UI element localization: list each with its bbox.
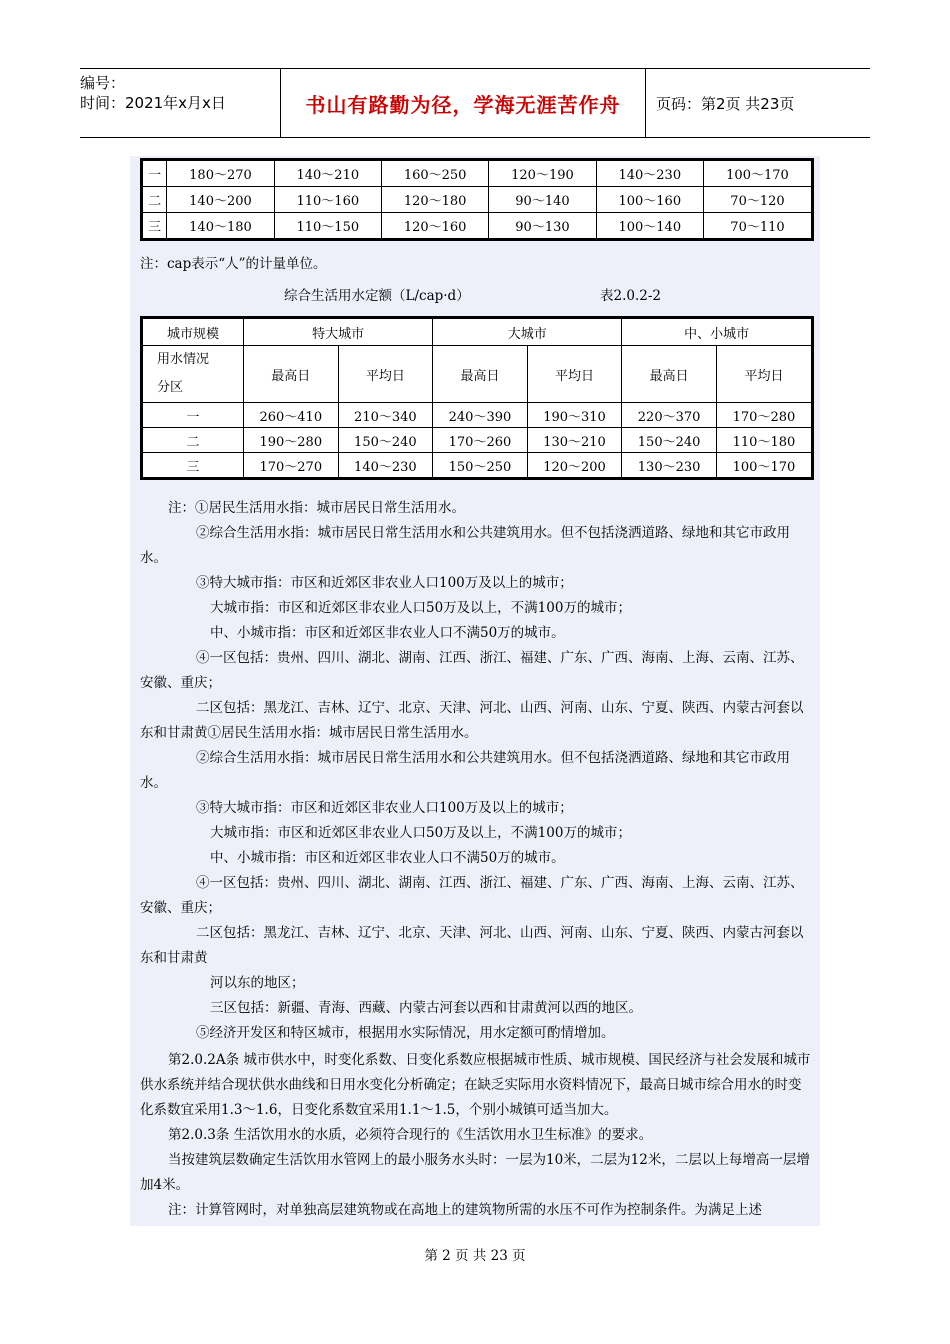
value-cell: 140～180 — [167, 213, 274, 240]
page-header — [80, 68, 870, 138]
note-line: 三区包括：新疆、青海、西藏、内蒙古河套以西和甘肃黄河以西的地区。 — [210, 1000, 642, 1016]
value-cell: 140～210 — [274, 160, 381, 187]
value-cell: 90～140 — [489, 187, 596, 213]
table-subheader-row — [142, 346, 813, 403]
page-footer: 第 2 页 共 23 页 — [424, 1248, 526, 1264]
group-header: 特大城市 — [244, 318, 433, 346]
note-line: 河以东的地区； — [210, 975, 305, 991]
value-cell: 220～370 — [622, 403, 717, 428]
body-paragraphs — [140, 1048, 812, 1223]
value-cell: 70～110 — [703, 213, 812, 240]
zone-cell: 一 — [142, 403, 244, 428]
value-cell: 120～180 — [381, 187, 488, 213]
table-row — [142, 453, 813, 479]
value-cell: 130～210 — [527, 428, 622, 453]
zone-cell: 二 — [142, 428, 244, 453]
zone-cell: 一 — [142, 160, 167, 187]
sub-header: 平均日 — [527, 346, 622, 403]
notes-block — [140, 496, 804, 1046]
cap-unit-note: 注：cap表示“人”的计量单位。 — [140, 256, 327, 272]
note-line: 大城市指：市区和近郊区非农业人口50万及以上，不满100万的城市； — [210, 600, 631, 616]
paragraph: 第2.0.3条 生活饮用水的水质，必须符合现行的《生活饮用水卫生标准》的要求。 — [168, 1127, 653, 1143]
value-cell: 110～150 — [274, 213, 381, 240]
note-line: ④一区包括：贵州、四川、湖北、湖南、江西、浙江、福建、广东、广西、海南、上海、云南、江苏、安徽、重庆； — [140, 875, 804, 916]
paragraph: 当按建筑层数确定生活饮用水管网上的最小服务水头时：一层为10米，二层为12米，二层以上每增高一层增加4米。 — [140, 1152, 810, 1193]
value-cell: 120～160 — [381, 213, 488, 240]
value-cell: 130～230 — [622, 453, 717, 479]
comprehensive-water-quota-table — [140, 316, 814, 480]
sub-header: 最高日 — [244, 346, 339, 403]
value-cell: 260～410 — [244, 403, 339, 428]
value-cell: 100～170 — [703, 160, 812, 187]
zone-cell: 三 — [142, 213, 167, 240]
value-cell: 170～280 — [716, 403, 812, 428]
value-cell: 190～310 — [527, 403, 622, 428]
header-page-label: 页码：第2页 共23页 — [656, 94, 795, 113]
table2-number: 表2.0.2-2 — [600, 288, 662, 304]
usage-zone-header — [142, 346, 244, 403]
sub-header: 最高日 — [622, 346, 717, 403]
value-cell: 170～260 — [433, 428, 528, 453]
note-line: 中、小城市指：市区和近郊区非农业人口不满50万的城市。 — [210, 850, 565, 866]
zone-cell: 二 — [142, 187, 167, 213]
note-line: 大城市指：市区和近郊区非农业人口50万及以上，不满100万的城市； — [210, 825, 631, 841]
group-header: 中、小城市 — [622, 318, 813, 346]
value-cell: 240～390 — [433, 403, 528, 428]
value-cell: 150～240 — [622, 428, 717, 453]
note-line: 中、小城市指：市区和近郊区非农业人口不满50万的城市。 — [210, 625, 565, 641]
sub-header: 平均日 — [338, 346, 433, 403]
number-label: 编号： — [80, 74, 126, 92]
date-label: 时间：2021年x月x日 — [80, 94, 226, 112]
group-header: 大城市 — [433, 318, 622, 346]
value-cell: 100～170 — [716, 453, 812, 479]
value-cell: 150～240 — [338, 428, 433, 453]
value-cell: 150～250 — [433, 453, 528, 479]
zone-cell: 三 — [142, 453, 244, 479]
value-cell: 140～200 — [167, 187, 274, 213]
value-cell: 170～270 — [244, 453, 339, 479]
value-cell: 120～200 — [527, 453, 622, 479]
usage-label: 用水情况 — [157, 352, 210, 367]
water-quota-table-continued — [140, 158, 814, 241]
note-line: ③特大城市指：市区和近郊区非农业人口100万及以上的城市； — [196, 575, 573, 591]
value-cell: 160～250 — [381, 160, 488, 187]
value-cell: 180～270 — [167, 160, 274, 187]
header-motto: 书山有路勤为径，学海无涯苦作舟 — [281, 69, 646, 137]
scale-header: 城市规模 — [142, 318, 244, 346]
note-line: ③特大城市指：市区和近郊区非农业人口100万及以上的城市； — [196, 800, 573, 816]
note-line: 二区包括：黑龙江、吉林、辽宁、北京、天津、河北、山西、河南、山东、宁夏、陕西、内蒙古河套以东和甘肃黄①居民生活用水指：城市居民日常生活用水。 — [140, 700, 804, 741]
table-row — [142, 187, 813, 213]
paragraph: 第2.0.2A条 城市供水中，时变化系数、日变化系数应根据城市性质、城市规模、国民经济与社会发展和城市供水系统并结合现状供水曲线和日用水变化分析确定；在缺乏实际用水资料情况下，最高日城市综合用水的时变化系数宜采用1.3～1.6，日变化系数宜采用1.1～1.5，个别小城镇可适当加大。 — [140, 1052, 811, 1118]
value-cell: 190～280 — [244, 428, 339, 453]
value-cell: 100～140 — [596, 213, 703, 240]
table-row — [142, 213, 813, 240]
table2-title: 综合生活用水定额（L/cap·d） — [284, 288, 470, 304]
table-row — [142, 403, 813, 428]
value-cell: 110～180 — [716, 428, 812, 453]
zone-label: 分区 — [157, 380, 184, 395]
paragraph: 注：计算管网时，对单独高层建筑物或在高地上的建筑物所需的水压不可作为控制条件。为满足上述 — [168, 1202, 762, 1218]
sub-header: 最高日 — [433, 346, 528, 403]
note-line: ②综合生活用水指：城市居民日常生活用水和公共建筑用水。但不包括浇洒道路、绿地和其它市政用水。 — [140, 525, 790, 566]
value-cell: 90～130 — [489, 213, 596, 240]
value-cell: 140～230 — [596, 160, 703, 187]
note-line: 注：①居民生活用水指：城市居民日常生活用水。 — [168, 500, 465, 516]
sub-header: 平均日 — [716, 346, 812, 403]
header-meta — [80, 69, 281, 137]
table-header-row — [142, 318, 813, 346]
value-cell: 140～230 — [338, 453, 433, 479]
note-line: ②综合生活用水指：城市居民日常生活用水和公共建筑用水。但不包括浇洒道路、绿地和其它市政用水。 — [140, 750, 790, 791]
note-line: ⑤经济开发区和特区城市，根据用水实际情况，用水定额可酌情增加。 — [196, 1025, 615, 1041]
value-cell: 70～120 — [703, 187, 812, 213]
table2-caption — [284, 284, 662, 309]
value-cell: 110～160 — [274, 187, 381, 213]
note-line: ④一区包括：贵州、四川、湖北、湖南、江西、浙江、福建、广东、广西、海南、上海、云南、江苏、安徽、重庆； — [140, 650, 804, 691]
value-cell: 210～340 — [338, 403, 433, 428]
table-row — [142, 428, 813, 453]
value-cell: 120～190 — [489, 160, 596, 187]
note-line: 二区包括：黑龙江、吉林、辽宁、北京、天津、河北、山西、河南、山东、宁夏、陕西、内蒙古河套以东和甘肃黄 — [140, 925, 804, 966]
table-row — [142, 160, 813, 187]
value-cell: 100～160 — [596, 187, 703, 213]
